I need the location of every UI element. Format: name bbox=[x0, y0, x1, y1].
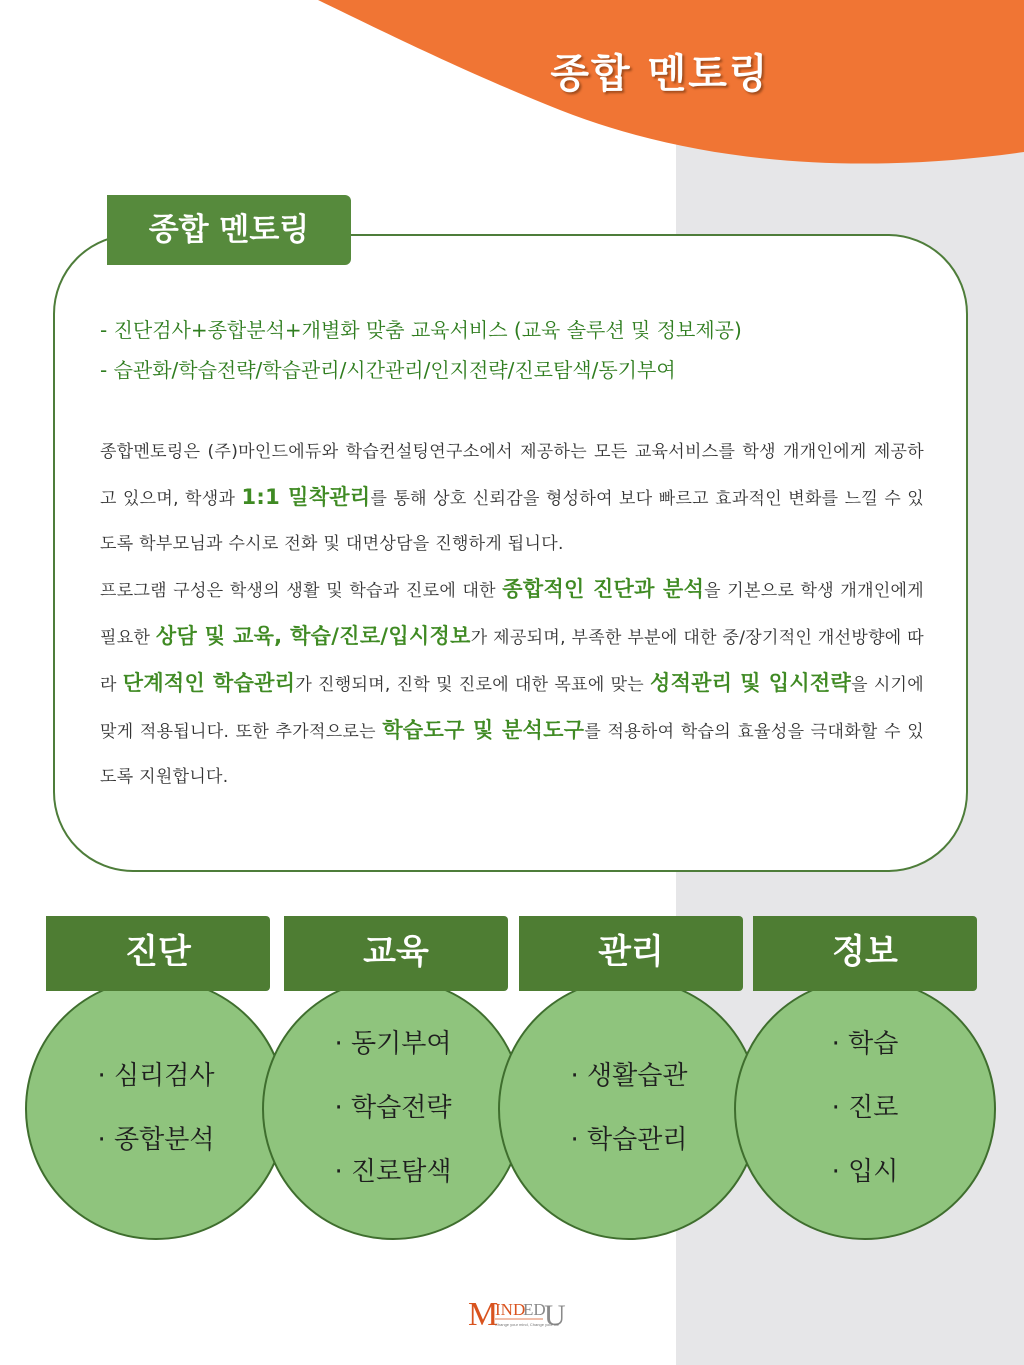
item-text: · 생활습관 bbox=[570, 1061, 688, 1091]
tab-information: 정보 bbox=[753, 916, 977, 991]
bullet-areas: - 습관화/학습전략/학습관리/시간관리/인지전략/진로탐색/동기부여 bbox=[100, 358, 676, 382]
header-banner bbox=[0, 0, 1024, 200]
item-text: · 학습전략 bbox=[334, 1093, 452, 1123]
circle-items bbox=[500, 1044, 758, 1172]
description-text bbox=[100, 430, 924, 800]
item-text: · 종합분석 bbox=[97, 1125, 215, 1155]
text-segment: 가 제공되며, 부족한 부분에 대한 중/장기적인 개선방향에 따라 bbox=[100, 628, 924, 695]
text-segment: 를 적용하여 학습의 효율성을 극대화할 수 있도록 지원합니다. bbox=[100, 722, 924, 787]
svg-text:ED: ED bbox=[523, 1300, 546, 1319]
item-text: · 진로 bbox=[831, 1093, 899, 1123]
svg-text:Change your mind, Change your: Change your mind, Change your life bbox=[495, 1322, 560, 1327]
svg-text:U: U bbox=[544, 1299, 566, 1332]
text-segment: 를 통해 상호 신뢰감을 형성하여 보다 빠르고 효과적인 변화를 느낄 수 있도록 학부모님과 수시로 전화 및 대면상담을 진행하게 됩니다. bbox=[100, 489, 924, 554]
text-segment: 종합멘토링은 (주)마인드에듀와 학습컨설팅연구소에서 제공하는 모든 교육서비스를 학생 개개인에게 제공하고 있으며, 학생과 bbox=[100, 442, 924, 509]
text-segment: 을 기본으로 학생 개개인에게 필요한 bbox=[100, 581, 925, 648]
text-segment: 을 시기에 맞게 적용됩니다. 또한 추가적으로는 bbox=[100, 675, 924, 742]
circle-items bbox=[736, 1012, 994, 1204]
svg-text:M: M bbox=[468, 1296, 499, 1333]
highlight-text: 성적관리 및 입시전략 bbox=[650, 671, 852, 695]
circle-management bbox=[498, 978, 760, 1240]
page-title: 종합 멘토링 bbox=[550, 51, 770, 97]
tab-management: 관리 bbox=[519, 916, 743, 991]
item-text: · 입시 bbox=[831, 1157, 899, 1187]
circle-information bbox=[734, 978, 996, 1240]
item-text: · 동기부여 bbox=[334, 1029, 452, 1059]
section-label: 종합 멘토링 bbox=[107, 195, 351, 265]
item-text: · 학습관리 bbox=[570, 1125, 688, 1155]
circle-items bbox=[264, 1012, 522, 1204]
item-text: · 진로탐색 bbox=[334, 1157, 452, 1187]
tab-education: 교육 bbox=[284, 916, 508, 991]
item-text: · 심리검사 bbox=[97, 1061, 215, 1091]
circle-diagnosis bbox=[25, 978, 287, 1240]
text-segment: 가 진행되며, 진학 및 진로에 대한 목표에 맞는 bbox=[295, 675, 651, 695]
text-segment: 프로그램 구성은 학생의 생활 및 학습과 진로에 대한 bbox=[100, 581, 503, 601]
bullet-services: - 진단검사+종합분석+개별화 맞춤 교육서비스 (교육 솔루션 및 정보제공) bbox=[100, 318, 742, 342]
circle-education bbox=[262, 978, 524, 1240]
item-text: · 학습 bbox=[831, 1029, 899, 1059]
highlight-text: 학습도구 및 분석도구 bbox=[382, 718, 585, 742]
tab-diagnosis: 진단 bbox=[46, 916, 270, 991]
highlight-text: 상담 및 교육, 학습/진로/입시정보 bbox=[155, 624, 471, 648]
circle-items bbox=[27, 1044, 285, 1172]
highlight-text: 종합적인 진단과 분석 bbox=[502, 577, 705, 601]
highlight-text: 1:1 밀착관리 bbox=[241, 485, 371, 509]
highlight-text: 단계적인 학습관리 bbox=[122, 671, 296, 695]
svg-text:IND: IND bbox=[495, 1300, 526, 1319]
mindedu-logo bbox=[468, 1293, 566, 1333]
summary-bullets bbox=[100, 310, 930, 390]
